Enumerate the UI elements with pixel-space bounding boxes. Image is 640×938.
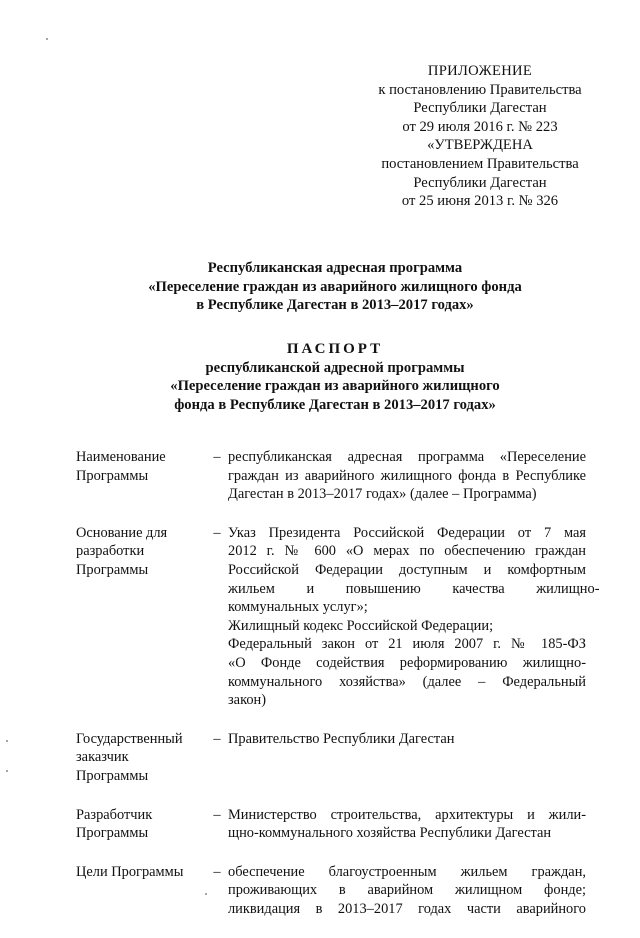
passport-heading-block <box>90 340 580 414</box>
scan-speck <box>6 770 8 772</box>
row-label <box>76 730 206 786</box>
row-label-line: заказчик <box>76 749 129 766</box>
row-value-line: граждан из аварийного жилищного фонда в Республике <box>228 467 586 484</box>
row-value <box>228 524 600 710</box>
row-dash: – <box>213 806 221 823</box>
row-value-line: Министерство строительства, архитектуры и жили- <box>228 806 586 823</box>
scan-speck <box>46 38 48 40</box>
passport-row-goals <box>76 863 596 919</box>
passport-subtitle-line: республиканской адресной программы <box>205 359 465 376</box>
row-dash: – <box>213 863 221 880</box>
row-label <box>76 448 206 485</box>
row-label-line: Программы <box>76 561 149 578</box>
row-value-line: коммунального хозяйства» (далее – Федеральный <box>228 673 586 690</box>
scan-speck <box>205 893 207 895</box>
row-label-line: разработки <box>76 543 145 560</box>
row-label-line: Наименование <box>76 449 166 465</box>
appendix-block <box>340 62 620 211</box>
row-label-line: Разработчик <box>76 806 153 823</box>
appendix-line: Республики Дагестан <box>413 100 547 117</box>
program-title-line: «Переселение граждан из аварийного жилищного фонда <box>148 278 522 295</box>
program-title <box>90 259 580 315</box>
passport-row-name <box>76 448 596 504</box>
appendix-line: Республики Дагестан <box>413 174 547 191</box>
passport-row-customer <box>76 730 596 786</box>
row-value-line: Дагестан в 2013–2017 годах» (далее – Программа) <box>228 486 537 503</box>
row-value-line: республиканская адресная программа «Переселение <box>228 449 586 465</box>
row-value-line: обеспечение благоустроенным жильем граждан, <box>228 863 586 880</box>
row-value-line: коммунальных услуг»; <box>228 599 368 616</box>
passport-subtitle-line: «Переселение граждан из аварийного жилищного <box>170 378 500 394</box>
scan-speck <box>6 740 8 742</box>
row-value-line: закон) <box>228 692 267 709</box>
appendix-line: от 25 июня 2013 г. № 326 <box>401 193 559 210</box>
row-value-line: жильем и повышению качества жилищно- <box>228 580 600 597</box>
row-value <box>228 806 586 843</box>
passport-heading: ПАСПОРТ <box>286 341 384 357</box>
row-dash: – <box>213 449 221 465</box>
appendix-line: постановлением Правительства <box>381 155 579 172</box>
row-label-line: Программы <box>76 467 149 484</box>
row-value <box>228 730 586 749</box>
passport-subtitle-line: фонда в Республике Дагестан в 2013–2017 годах» <box>174 396 496 413</box>
row-value-line: щно-коммунального хозяйства Республики Дагестан <box>228 825 552 842</box>
appendix-line: к постановлению Правительства <box>378 81 582 98</box>
row-label-line: Государственный <box>76 730 183 747</box>
row-label-line: Программы <box>76 767 149 784</box>
approval-heading: «УТВЕРЖДЕНА <box>427 137 533 154</box>
row-value-line: Указ Президента Российской Федерации от 7 мая <box>228 524 586 541</box>
row-value-line: проживающих в аварийном жилищном фонде; <box>228 882 586 899</box>
row-label <box>76 863 206 882</box>
appendix-line: от 29 июля 2016 г. № 223 <box>402 118 558 135</box>
row-label-line: Основание для <box>76 524 168 541</box>
passport-row-developer <box>76 806 596 843</box>
row-value-line: «О Фонде содействия реформированию жилищно- <box>228 654 586 671</box>
row-value-line: Федеральный закон от 21 июля 2007 г. № 185-ФЗ <box>228 636 586 653</box>
appendix-heading: ПРИЛОЖЕНИЕ <box>427 63 533 79</box>
row-dash: – <box>213 524 221 541</box>
row-value <box>228 863 586 919</box>
row-value-line: Правительство Республики Дагестан <box>228 730 455 747</box>
row-value <box>228 448 586 504</box>
passport-table <box>76 448 600 938</box>
passport-row-basis <box>76 524 600 710</box>
row-value-line: Жилищный кодекс Российской Федерации; <box>228 617 494 634</box>
row-value-line: Российской Федерации доступным и комфортным <box>228 561 586 578</box>
row-label-line: Цели Программы <box>76 863 184 880</box>
row-label <box>76 806 206 843</box>
row-label-line: Программы <box>76 825 149 842</box>
row-value-line: ликвидация в 2013–2017 годах части аварийного <box>228 900 586 917</box>
row-dash: – <box>213 730 221 747</box>
program-title-line: в Республике Дагестан в 2013–2017 годах» <box>196 297 474 313</box>
program-title-line: Республиканская адресная программа <box>207 260 463 276</box>
row-label <box>76 524 206 580</box>
row-value-line: 2012 г. № 600 «О мерах по обеспечению граждан <box>228 543 586 560</box>
